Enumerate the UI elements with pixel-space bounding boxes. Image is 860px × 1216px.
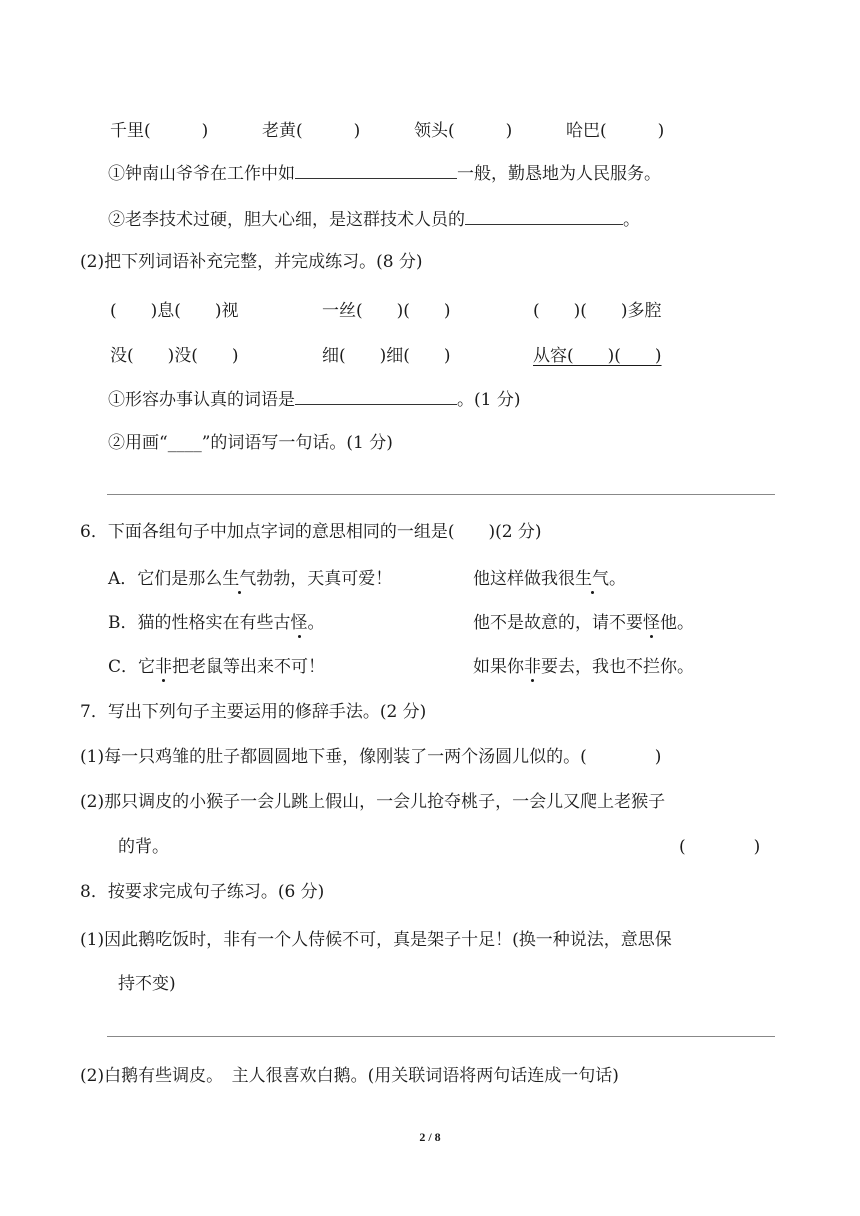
- idiom-1: ( )息( )视: [110, 301, 239, 321]
- page-number: 2 / 8: [419, 1130, 441, 1144]
- question-7-2: (2)那只调皮的小猴子一会儿跳上假山，一会儿抢夺桃子，一会儿又爬上老猴子: [80, 792, 666, 812]
- option-b-left: [108, 608, 325, 633]
- question-8-1: (1)因此鹅吃饭时，非有一个人侍候不可，真是架子十足！(换一种说法，意思保: [80, 930, 672, 950]
- word-blank-3: 领头( ): [414, 121, 513, 141]
- practice-2: [108, 431, 393, 455]
- question-8-1-cont: 持不变): [118, 974, 176, 994]
- option-c-text: C．它: [108, 657, 156, 677]
- dotted-word: 生气: [222, 564, 256, 589]
- option-b-right-text: 他不是故意的，请不要: [473, 613, 643, 633]
- answer-blank[interactable]: [465, 206, 623, 225]
- option-b-right: [473, 608, 694, 633]
- fill-sentence-2: [108, 206, 640, 232]
- option-a-text: A．它们是那么: [108, 569, 223, 589]
- idiom-6-underlined: 从容( )( ): [533, 346, 662, 366]
- sentence-2-start: ②老李技术过硬，胆大心细，是这群技术人员的: [108, 210, 465, 230]
- idiom-4: 没( )没( ): [110, 346, 239, 366]
- answer-line[interactable]: [107, 494, 775, 495]
- idiom-2: 一丝( )( ): [322, 301, 451, 321]
- question-7-1: (1)每一只鸡雏的肚子都圆圆地下垂，像刚装了一两个汤圆儿似的。( ): [80, 747, 662, 767]
- dotted-word: 生气: [575, 564, 609, 589]
- practice-1-end: 。(1 分): [457, 390, 521, 410]
- practice-1: [108, 386, 520, 412]
- idiom-5: 细( )细( ): [322, 346, 451, 366]
- dotted-word: 非: [524, 652, 541, 677]
- practice-1-start: ①形容办事认真的词语是: [108, 390, 295, 410]
- answer-blank[interactable]: [295, 386, 457, 405]
- dotted-word: 怪: [291, 608, 308, 633]
- underline-mark: ____: [167, 433, 202, 453]
- practice-2-end: ”的词语写一句话。(1 分): [201, 433, 393, 453]
- fill-sentence-1: [108, 160, 661, 186]
- sentence-2-end: 。: [623, 210, 640, 230]
- practice-2-start: ②用画“: [108, 433, 168, 453]
- option-a-tail: 勃勃，天真可爱！: [256, 569, 393, 589]
- option-c-right: [473, 652, 694, 677]
- option-a-right-text: 他这样做我很: [473, 569, 575, 589]
- question-7-2-cont: 的背。: [118, 837, 169, 857]
- idiom-3: ( )( )多腔: [533, 301, 662, 321]
- question-8-2: (2)白鹅有些调皮。 主人很喜欢白鹅。(用关联词语将两句话连成一句话): [80, 1066, 619, 1086]
- option-c-tail: 把老鼠等出来不可！: [172, 657, 326, 677]
- dotted-word: 非: [155, 652, 172, 677]
- sentence-1-start: ①钟南山爷爷在工作中如: [108, 164, 295, 184]
- question-5-2-header: (2)把下列词语补充完整，并完成练习。(8 分): [80, 252, 423, 272]
- question-6-title: 6．下面各组句子中加点字词的意思相同的一组是( )(2 分): [80, 522, 542, 542]
- option-b-text: B．猫的性格实在有些古: [108, 613, 291, 633]
- answer-blank[interactable]: [295, 160, 457, 179]
- answer-line[interactable]: [107, 1036, 775, 1037]
- answer-paren[interactable]: ( ): [679, 837, 761, 857]
- word-blank-2: 老黄( ): [262, 121, 361, 141]
- option-a-left: [108, 564, 392, 589]
- option-b-tail: 。: [307, 613, 325, 633]
- dotted-word: 怪: [643, 608, 660, 633]
- question-7-title: 7．写出下列句子主要运用的修辞手法。(2 分): [80, 702, 427, 722]
- word-blank-4: 哈巴( ): [566, 121, 665, 141]
- option-b-right-tail: 他。: [660, 613, 694, 633]
- option-a-right: [473, 564, 626, 589]
- option-c-left: [108, 652, 325, 677]
- question-8-title: 8．按要求完成句子练习。(6 分): [80, 882, 325, 902]
- option-c-right-tail: 要去，我也不拦你。: [541, 657, 694, 677]
- word-blank-1: 千里( ): [110, 121, 209, 141]
- sentence-1-end: 一般，勤恳地为人民服务。: [457, 164, 661, 184]
- option-c-right-text: 如果你: [473, 657, 524, 677]
- option-a-right-tail: 。: [609, 569, 626, 589]
